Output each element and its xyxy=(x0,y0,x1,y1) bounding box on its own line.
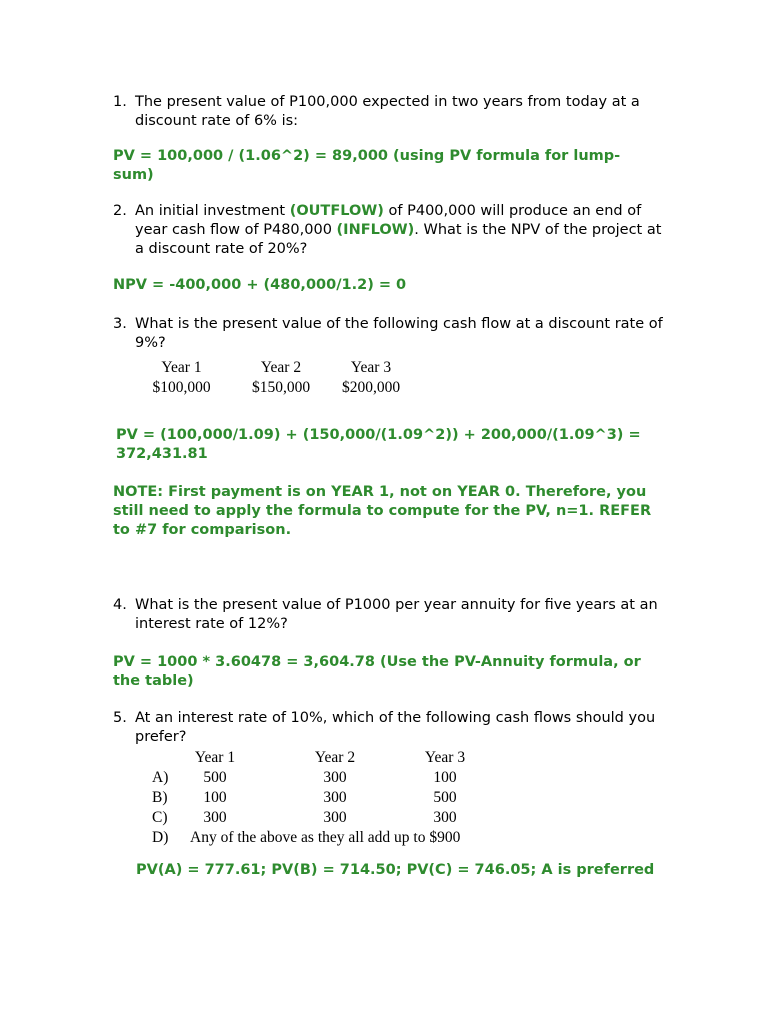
question-number: 4. xyxy=(113,597,127,613)
question-number: 3. xyxy=(113,316,127,332)
question-text: The present value of P100,000 expected in two years from today at a discount rate of 6% is: xyxy=(135,94,640,129)
question-text xyxy=(135,202,673,259)
table-header: Year 2 xyxy=(260,359,302,376)
table-cell: 500 xyxy=(433,789,457,806)
table-cell: 300 xyxy=(323,809,347,826)
question-text: What is the present value of the following cash flow at a discount rate of 9%? xyxy=(135,316,663,351)
question-2 xyxy=(113,202,673,259)
table-corner xyxy=(152,748,190,768)
question-3 xyxy=(113,315,673,353)
answer-5: PV(A) = 777.61; PV(B) = 714.50; PV(C) = 746.05; A is preferred xyxy=(136,862,655,878)
question-text-part: . What is the NPV of the project at a discount rate of 20%? xyxy=(135,222,662,257)
table-header: Year 1 xyxy=(161,359,202,376)
note-3: NOTE: First payment is on YEAR 1, not on YEAR 0. Therefore, you still need to apply the formula to compute for the PV, n=1. REFER to #7 for comparison. xyxy=(113,484,652,538)
table-cell: 500 xyxy=(203,769,227,786)
cash-flow-table xyxy=(149,358,416,398)
question-number: 5. xyxy=(113,710,127,726)
table-cell: 300 xyxy=(323,789,347,806)
option-label: C) xyxy=(152,809,168,826)
question-4 xyxy=(113,596,673,634)
table-row xyxy=(152,788,480,808)
option-label: A) xyxy=(152,769,169,786)
cash-flow-options-table xyxy=(152,748,480,848)
table-cell: $150,000 xyxy=(251,379,311,396)
question-number: 2. xyxy=(113,203,127,219)
table-cell: 300 xyxy=(203,809,227,826)
inflow-highlight: (INFLOW) xyxy=(336,222,415,238)
option-label: B) xyxy=(152,789,168,806)
table-row xyxy=(152,768,480,788)
question-text: At an interest rate of 10%, which of the following cash flows should you prefer? xyxy=(135,710,656,745)
answer-3: PV = (100,000/1.09) + (150,000/(1.09^2)) + 200,000/(1.09^3) = 372,431.81 xyxy=(116,427,641,462)
question-number: 1. xyxy=(113,94,127,110)
question-text-part: An initial investment xyxy=(135,203,290,219)
table-cell: 100 xyxy=(433,769,457,786)
option-label: D) xyxy=(152,829,169,846)
table-header: Year 2 xyxy=(314,749,356,766)
question-text: What is the present value of P1000 per year annuity for five years at an interest rate of 12%? xyxy=(135,597,658,632)
table-cell: 300 xyxy=(433,809,457,826)
table-row xyxy=(152,808,480,828)
question-text-part: of P400,000 will produce an end of year cash flow of P480,000 xyxy=(135,203,642,238)
question-1 xyxy=(113,93,673,131)
table-cell: $100,000 xyxy=(152,379,211,396)
answer-2: NPV = -400,000 + (480,000/1.2) = 0 xyxy=(113,277,407,293)
table-cell: 300 xyxy=(323,769,347,786)
table-row xyxy=(149,378,416,398)
outflow-highlight: (OUTFLOW) xyxy=(289,203,384,219)
option-d-text: Any of the above as they all add up to $900 xyxy=(190,829,461,846)
table-header: Year 3 xyxy=(424,749,466,766)
table-header: Year 3 xyxy=(350,359,392,376)
table-header-row xyxy=(149,358,416,378)
question-5 xyxy=(113,709,673,747)
table-header-row xyxy=(152,748,480,768)
table-row xyxy=(152,828,480,848)
table-cell: $200,000 xyxy=(341,379,401,396)
table-header: Year 1 xyxy=(194,749,236,766)
answer-1: PV = 100,000 / (1.06^2) = 89,000 (using PV formula for lump-sum) xyxy=(113,148,621,183)
answer-4: PV = 1000 * 3.60478 = 3,604.78 (Use the PV-Annuity formula, or the table) xyxy=(113,654,641,689)
table-cell: 100 xyxy=(203,789,227,806)
